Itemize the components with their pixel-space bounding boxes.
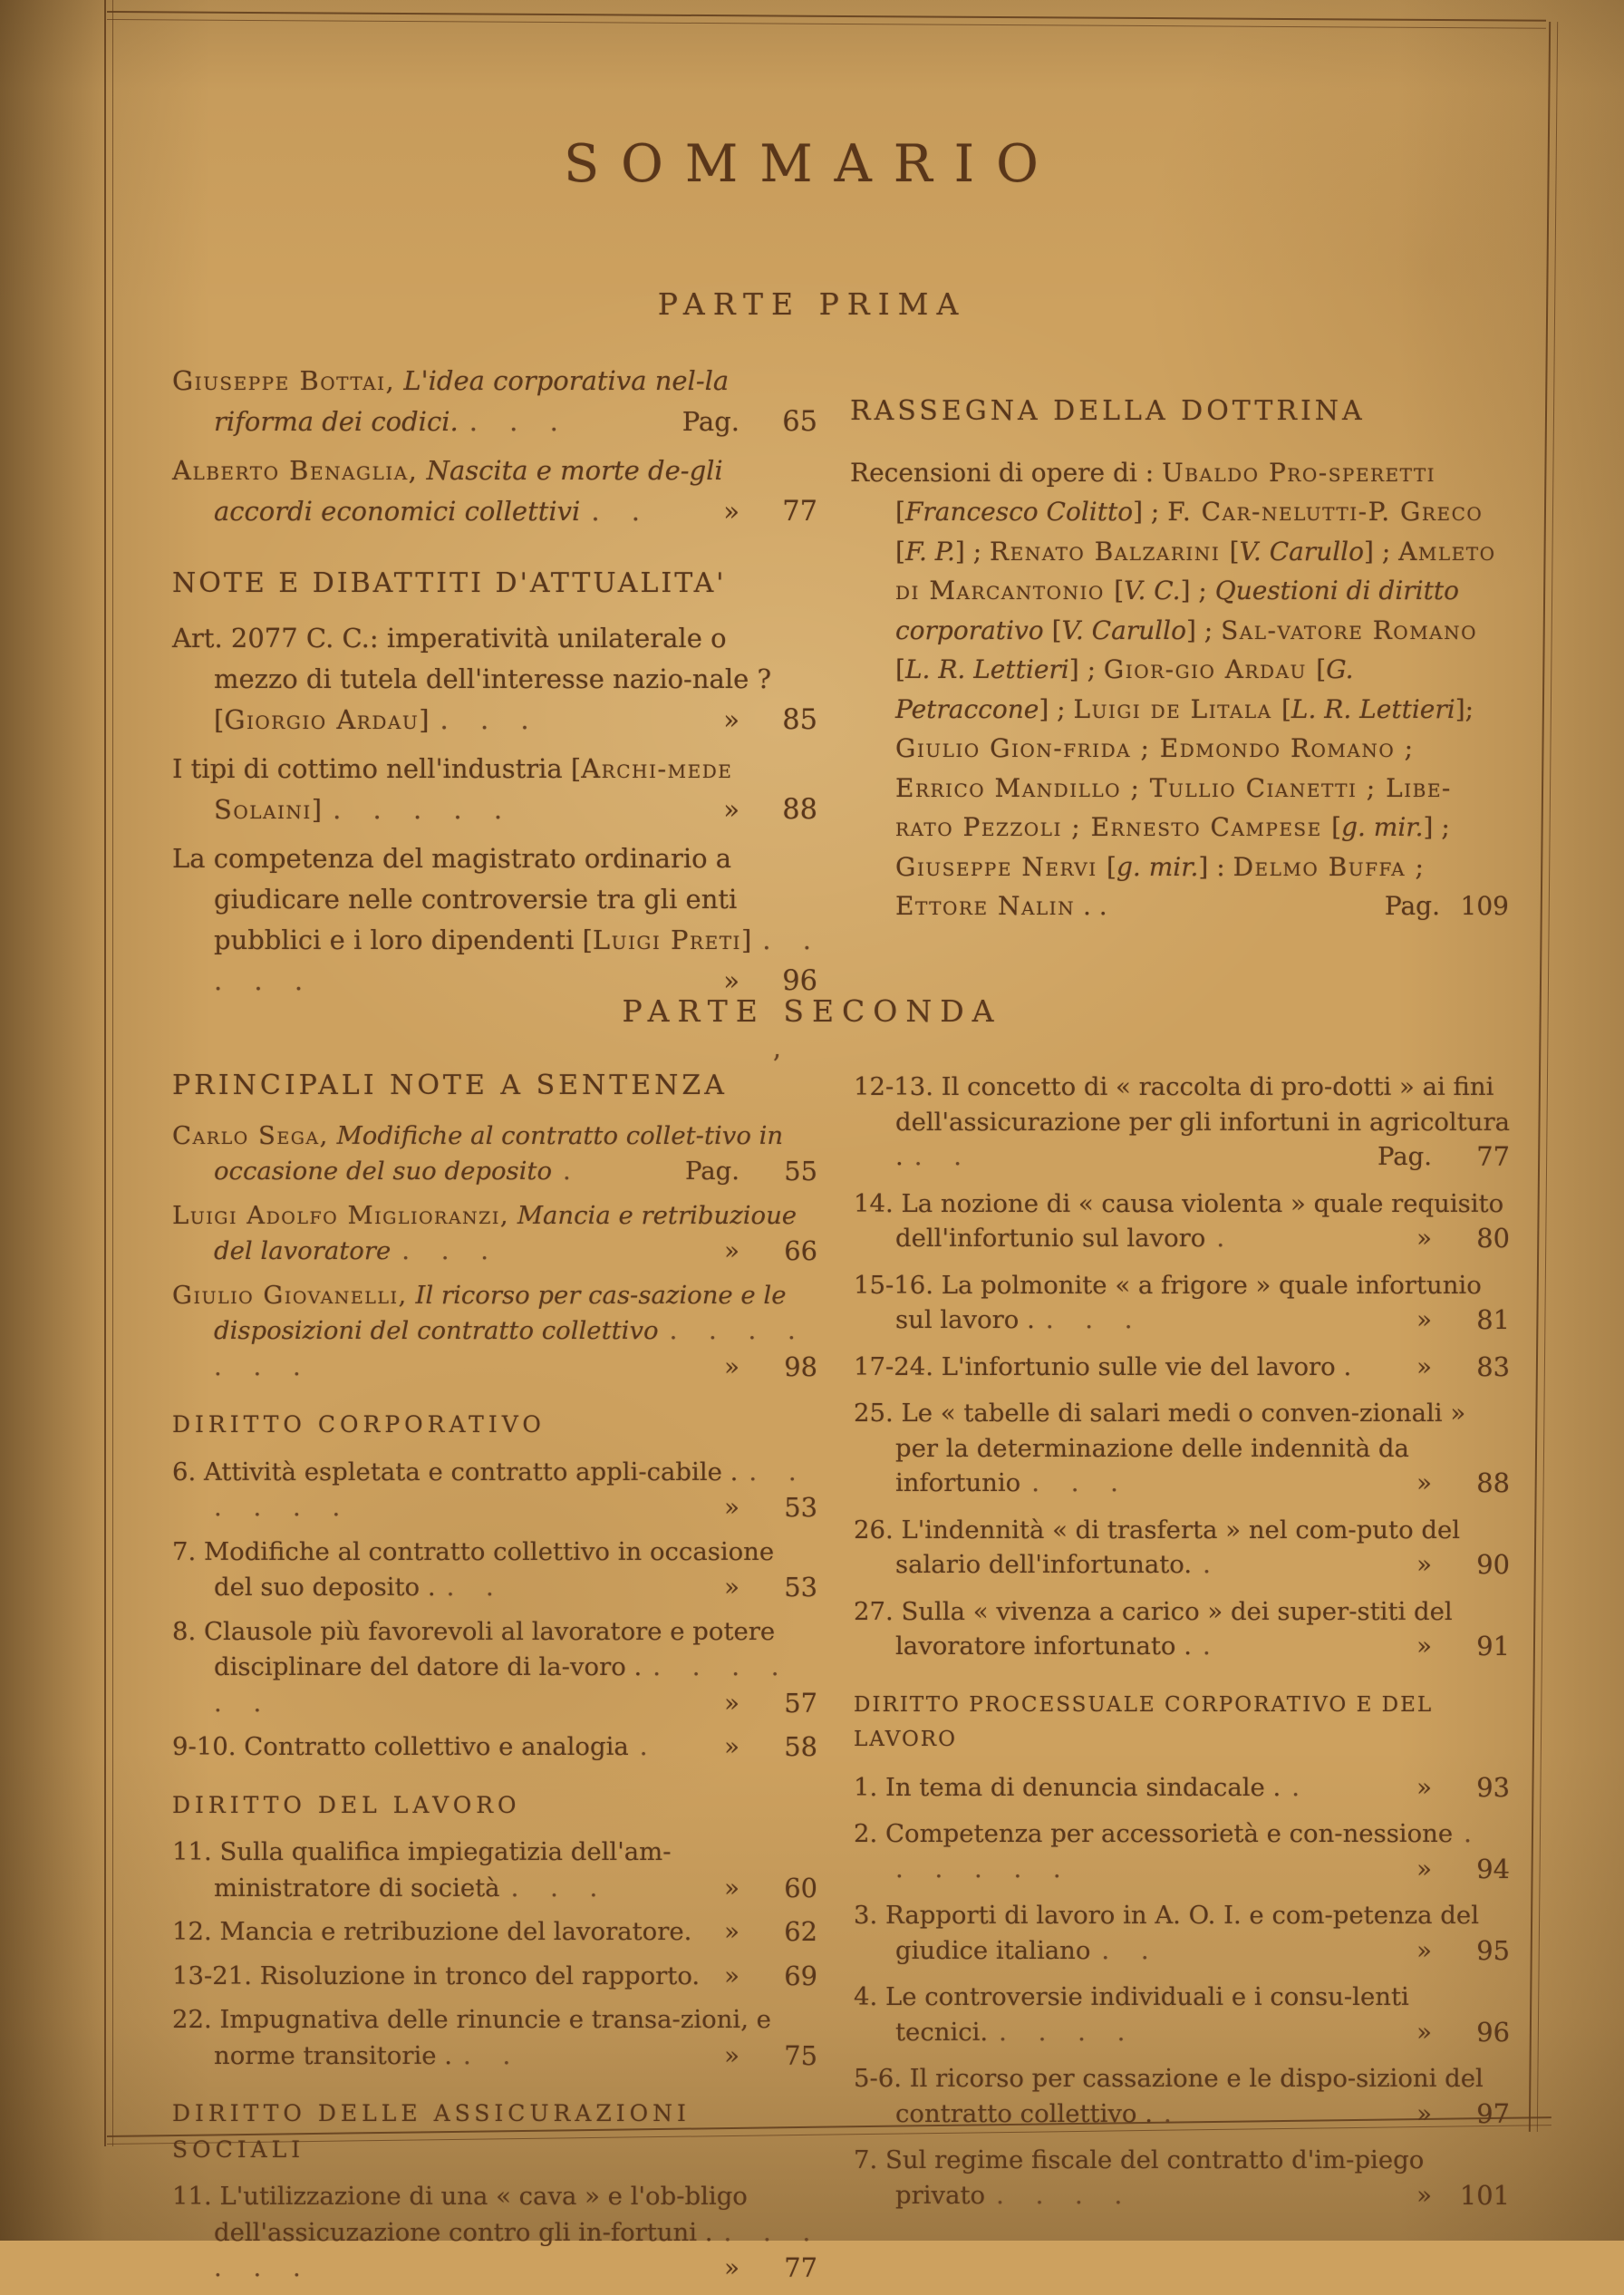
run: Luigi de Litala [1073, 693, 1281, 724]
page-number: 109 [1460, 891, 1509, 921]
page-ref-label: » [724, 2253, 740, 2282]
toc-entry [854, 1186, 1510, 1256]
dot-leader: . . . [440, 704, 529, 735]
dot-leader: . . . . . [333, 794, 503, 825]
entry-title: Mancia e retribuzioue del lavoratore [214, 1200, 798, 1265]
page-number: 69 [784, 1960, 817, 1991]
run: G. Petraccone [895, 654, 1354, 724]
run: ] ; [1185, 615, 1222, 645]
page-number: 81 [1476, 1304, 1510, 1335]
page-number: 77 [782, 496, 817, 528]
page-number: 75 [784, 2039, 817, 2071]
dot-leader [700, 1961, 710, 1990]
page-ref-label: » [723, 704, 740, 735]
toc-entry [854, 1396, 1510, 1501]
dot-leader: . . . [469, 406, 558, 437]
toc-entry [172, 450, 817, 532]
toc-entry [854, 1980, 1510, 2049]
entry-text: 11. Sulla qualifica impiegatizia dell'am-ministratore di società [172, 1837, 672, 1903]
dot-leader [691, 1917, 702, 1946]
run: V. Carullo [1239, 536, 1364, 566]
toc-entry [854, 1513, 1510, 1583]
entry-author: Giorgio Ardau [224, 704, 420, 735]
toc-entry [172, 1535, 817, 1606]
dot-leader: . . [446, 1573, 494, 1602]
parte-prima-right-column [850, 392, 1509, 926]
page-ref-label: » [1416, 1854, 1432, 1883]
toc-entry [172, 749, 817, 830]
entry-author: Alberto Benaglia, [172, 455, 419, 486]
entry-author: Luigi Preti [592, 925, 741, 955]
run: [ [895, 536, 905, 566]
run: L. R. Lettieri [904, 654, 1069, 684]
dot-leader [1351, 1352, 1362, 1381]
toc-entry [172, 1198, 817, 1270]
entry-text: 11. L'utilizzazione di una « cava » e l'ob-bligo dell'assicuzazione contro gli in-fortuni . [172, 2182, 748, 2247]
run: [ [1331, 812, 1342, 842]
run: Amleto di Marcantonio [895, 536, 1496, 605]
page-ref-label: Pag. [684, 1157, 740, 1186]
entry-text: 17-24. L'infortunio sulle vie del lavoro . [854, 1351, 1352, 1381]
entry-text: 22. Impugnativa delle rinuncie e transa-zioni, e norme transitorie . [172, 2005, 771, 2070]
dot-leader: . [639, 1732, 648, 1761]
entry-title: L'idea corporativa nel-la riforma dei codici. [214, 365, 730, 437]
run: Giulio Gion-frida ; Edmondo Romano ; Errico Mandillo ; Tullio Cianetti ; Libe-rato Pezzoli ; Ernesto Campese [895, 733, 1452, 842]
page-ref-label: » [1416, 1550, 1432, 1579]
entry-author: Archi-mede Solaini [214, 753, 733, 825]
page-number: 96 [782, 965, 817, 997]
page-number: 95 [1476, 1934, 1510, 1966]
section-heading-rassegna: RASSEGNA DELLA DOTTRINA [850, 395, 1366, 427]
toc-entry [172, 361, 817, 442]
entry-text: Art. 2077 C. C.: imperatività unilaterale o mezzo di tutela dell'interesse nazio-nale ? [ [172, 623, 772, 735]
run: F. P. [904, 536, 955, 566]
frame-left-rule [104, 0, 113, 2146]
run: [ [1107, 851, 1116, 882]
dot-leader: . . . [401, 1236, 488, 1265]
entry-text: 15-16. La polmonite « a frigore » quale infortunio sul lavoro . [854, 1270, 1482, 1334]
dot-leader: . . [1101, 1935, 1149, 1965]
page-ref-label: » [724, 2040, 740, 2070]
page-number: 60 [784, 1872, 817, 1903]
entry-author: Giulio Giovanelli, [172, 1280, 408, 1310]
page-ref-label: Pag. [1384, 891, 1440, 921]
entry-text: 8. Clausole più favorevoli al lavoratore e potere disciplinare del datore di la-voro . [172, 1616, 776, 1681]
page-ref-label: » [1416, 2017, 1432, 2047]
page-ref-label: » [723, 496, 740, 527]
toc-entry [854, 1898, 1510, 1968]
toc-entry [172, 1729, 817, 1766]
page-ref-label: Pag. [1377, 1142, 1432, 1171]
page-ref-label: » [724, 1351, 740, 1381]
section-heading-assicurazioni-sociali: DIRITTO DELLE ASSICURAZIONI SOCIALI [172, 2100, 691, 2163]
dot-leader: . . [914, 1142, 962, 1171]
entry-text: 7. Modifiche al contratto collettivo in occasione del suo deposito . [172, 1536, 775, 1602]
entry-text: 26. L'indennità « di trasferta » nel com-puto del salario dell'infortunato. [854, 1515, 1461, 1579]
entry-text: 6. Attività espletata e contratto appli-cabile . [172, 1457, 739, 1486]
entry-text: 2. Competenza per accessorietà e con-nessione [854, 1819, 1454, 1848]
page-title: SOMMARIO [564, 134, 1060, 194]
entry-text: 14. La nozione di « causa violenta » quale requisito dell'infortunio sul lavoro [854, 1188, 1504, 1253]
run: . . [1075, 891, 1107, 921]
toc-entry [172, 1835, 817, 1906]
dot-leader: . . . [510, 1873, 598, 1903]
run: L. R. Lettieri [1290, 693, 1455, 724]
run: [ [1229, 536, 1240, 566]
run: [ [1051, 615, 1062, 645]
toc-entry [172, 618, 817, 741]
entry-text: 25. Le « tabelle di salari medi o conven-zionali » per la determinazione delle indennità da infortunio [854, 1399, 1466, 1497]
page-ref-label: » [724, 1917, 740, 1946]
page-number: 93 [1476, 1771, 1510, 1803]
page-number: 88 [782, 794, 817, 826]
page-number: 97 [1476, 2097, 1510, 2129]
page-number: 88 [1476, 1467, 1510, 1498]
run: Francesco Colitto [904, 497, 1134, 527]
run: Gior-gio Ardau [1103, 654, 1317, 684]
page-number: 58 [784, 1731, 817, 1762]
page-ref-label: » [1416, 1468, 1432, 1497]
run: Ubaldo Pro-speretti [1162, 457, 1436, 488]
toc-entry [172, 1278, 817, 1386]
run: ] ; [1423, 812, 1450, 842]
toc-entry [172, 1914, 817, 1951]
page-number: 91 [1476, 1631, 1510, 1661]
entry-text: 4. Le controversie individuali e i consu-lenti tecnici. [854, 1982, 1409, 2047]
run: g. mir. [1116, 851, 1199, 882]
toc-entry [854, 2061, 1510, 2131]
dot-leader: . . [463, 2040, 511, 2070]
dot-leader: . [563, 1157, 571, 1186]
dot-leader: . . . . . . [895, 1819, 1472, 1883]
entry-text: ] [740, 925, 752, 955]
entry-author: Carlo Sega, [172, 1120, 329, 1150]
entry-author: Giuseppe Bottai, [172, 365, 396, 396]
page-number: 85 [782, 704, 817, 736]
run: ] ; [1133, 497, 1168, 527]
page-ref-label: » [724, 1493, 740, 1522]
entry-text: 7. Sul regime fiscale del contratto d'im-piego privato [854, 2145, 1425, 2210]
entry-text: La competenza del magistrato ordinario a giudicare nelle controversie tra gli enti pubblici e i loro dipendenti [ [172, 843, 738, 955]
entry-text: 12. Mancia e retribuzione del lavoratore. [172, 1917, 692, 1946]
toc-entry [172, 2002, 817, 2074]
page-number: 55 [784, 1156, 817, 1186]
run: ] : [1198, 851, 1233, 882]
section-heading-note-dibattiti: NOTE E DIBATTITI D'ATTUALITA' [172, 567, 727, 599]
entry-title: Nascita e morte de-gli accordi economici collettivi [214, 455, 723, 527]
toc-entry [172, 1614, 817, 1722]
run: F. Car-nelutti-P. Greco [1167, 497, 1484, 527]
dot-leader: . . . . . . [214, 1652, 779, 1718]
page-number: 57 [784, 1687, 817, 1719]
page-ref-label: Pag. [682, 406, 740, 437]
toc-entry [854, 1816, 1510, 1886]
page-ref-label: » [724, 1732, 740, 1761]
page-number: 94 [1476, 1853, 1510, 1884]
run: Renato Balzarini [990, 536, 1230, 566]
dot-leader: . . . . [999, 2017, 1126, 2047]
parte-seconda-left-column [172, 1068, 817, 2295]
section-heading-diritto-corporativo: DIRITTO CORPORATIVO [172, 1411, 546, 1438]
dot-leader: . . . [1031, 1468, 1118, 1497]
dot-leader: . . [591, 496, 640, 527]
page-ref-label: » [1416, 1351, 1432, 1381]
page-number: 80 [1476, 1223, 1510, 1254]
page-ref-label: » [724, 1688, 740, 1718]
run: Recensioni di opere di : [850, 457, 1163, 488]
parte-seconda-right-column [854, 1070, 1510, 2224]
page-ref-label: » [1416, 1772, 1432, 1802]
run: [ [1316, 654, 1327, 684]
page-ref-label: » [724, 1573, 740, 1602]
page-number: 65 [782, 406, 817, 438]
page-number: 77 [1476, 1141, 1510, 1172]
run: [ [1281, 693, 1291, 724]
run: V. Carullo [1061, 615, 1186, 645]
page-ref-label: » [724, 1236, 740, 1265]
rassegna-paragraph [850, 453, 1509, 926]
entry-text: 3. Rapporti di lavoro in A. O. I. e com-petenza del giudice italiano [854, 1901, 1479, 1965]
entry-text: ] [419, 704, 430, 735]
page-ref-label: » [723, 965, 740, 996]
run: Giuseppe Nervi [895, 851, 1107, 882]
parte-prima-heading: PARTE PRIMA [657, 286, 967, 322]
run: ] ; [1364, 536, 1399, 566]
entry-title: Modifiche al contratto collet-tivo in occasione del suo deposito [214, 1120, 784, 1186]
page-number: 53 [784, 1492, 817, 1523]
dot-leader: . [1203, 1550, 1211, 1579]
dot-leader: . . . . . . [214, 1457, 797, 1522]
entry-text: 9-10. Contratto collettivo e analogia [172, 1732, 629, 1761]
page-ref-label: » [1416, 1935, 1432, 1965]
page-number: 101 [1459, 2179, 1510, 2211]
ink-speck: ’ [772, 1050, 781, 1081]
dot-leader: . . . . . [214, 925, 811, 996]
entry-text: 1. In tema di denuncia sindacale . [854, 1772, 1281, 1802]
frame-top-rule [107, 11, 1546, 29]
run: Sal-vatore Romano [1221, 615, 1478, 645]
entry-text: ] [311, 794, 323, 825]
entry-author: Luigi Adolfo Miglioranzi, [172, 1200, 510, 1230]
page-number: 77 [784, 2252, 817, 2283]
toc-entry [854, 2143, 1510, 2213]
toc-entry [172, 2179, 817, 2287]
run: [ [895, 654, 905, 684]
run: ] ; [1180, 576, 1215, 605]
toc-entry [854, 1070, 1510, 1175]
section-heading-principali-note: PRINCIPALI NOTE A SENTENZA [172, 1070, 728, 1101]
run: ]; [1455, 693, 1474, 724]
page-ref-label: » [1416, 1632, 1432, 1661]
run: Delmo Buffa ; Ettore Nalin [895, 851, 1426, 921]
page-number: 83 [1476, 1351, 1510, 1382]
run: [ [895, 497, 905, 527]
entry-text: I tipi di cottimo nell'industria [ [172, 753, 582, 784]
dot-leader: . . . . [996, 2180, 1123, 2210]
entry-title: Il ricorso per cas-sazione e le disposizioni del contratto collettivo [214, 1280, 787, 1345]
frame-right-rule [1529, 22, 1558, 2132]
entry-text: 27. Sulla « vivenza a carico » dei super-stiti del lavoratore infortunato . [854, 1596, 1453, 1661]
page-number: 53 [784, 1572, 817, 1603]
page-ref-label: » [1416, 2098, 1432, 2128]
dot-leader: . [1163, 2098, 1172, 2128]
page-number: 90 [1476, 1549, 1510, 1580]
parte-seconda-heading: PARTE SECONDA [622, 993, 1002, 1029]
run: V. C. [1124, 576, 1181, 605]
run: ] ; [954, 536, 991, 566]
parte-prima-left-column [172, 361, 817, 1010]
dot-leader: . [1202, 1632, 1211, 1661]
toc-entry [172, 1118, 817, 1190]
toc-entry [172, 838, 817, 1002]
dot-leader: . . . [1045, 1305, 1133, 1334]
page-number: 62 [784, 1916, 817, 1947]
entry-text: 12-13. Il concetto di « raccolta di pro-dotti » ai fini dell'assicurazione per gli infortuni in agricoltura . [854, 1072, 1511, 1171]
page-number: 98 [784, 1351, 817, 1382]
entry-text: 5-6. Il ricorso per cassazione e le dispo-sizioni del contratto collettivo . [854, 2064, 1484, 2128]
page-ref-label: » [1416, 1224, 1432, 1253]
toc-entry [854, 1268, 1510, 1338]
run: ] ; [1068, 654, 1104, 684]
dot-leader: . [1291, 1772, 1300, 1802]
run: [ [1114, 576, 1125, 605]
page-ref-label: » [1416, 2180, 1432, 2210]
page-number: 96 [1476, 2016, 1510, 2048]
dot-leader: . [1216, 1224, 1225, 1253]
entry-text: 13-21. Risoluzione in tronco del rapporto. [172, 1961, 701, 1990]
run: ] ; [1039, 693, 1074, 724]
page-ref-label: » [723, 794, 740, 825]
page-ref-label: » [1416, 1305, 1432, 1334]
run: Questioni di diritto corporativo [895, 576, 1459, 645]
section-heading-diritto-del-lavoro: DIRITTO DEL LAVORO [172, 1791, 521, 1818]
page-number: 66 [784, 1235, 817, 1266]
toc-entry [854, 1770, 1510, 1806]
toc-entry [172, 1455, 817, 1526]
page-ref-label: » [724, 1873, 740, 1903]
toc-entry [854, 1350, 1510, 1385]
dot-leader: . . . . . . . [214, 1316, 796, 1381]
toc-entry [172, 1959, 817, 1995]
page-ref-label: » [724, 1961, 740, 1990]
run: g. mir. [1341, 812, 1424, 842]
toc-entry [854, 1594, 1510, 1664]
dot-leader: . . . . . . [214, 2217, 811, 2282]
section-heading-diritto-processuale: DIRITTO PROCESSUALE CORPORATIVO E DEL LAVORO [854, 1692, 1434, 1751]
